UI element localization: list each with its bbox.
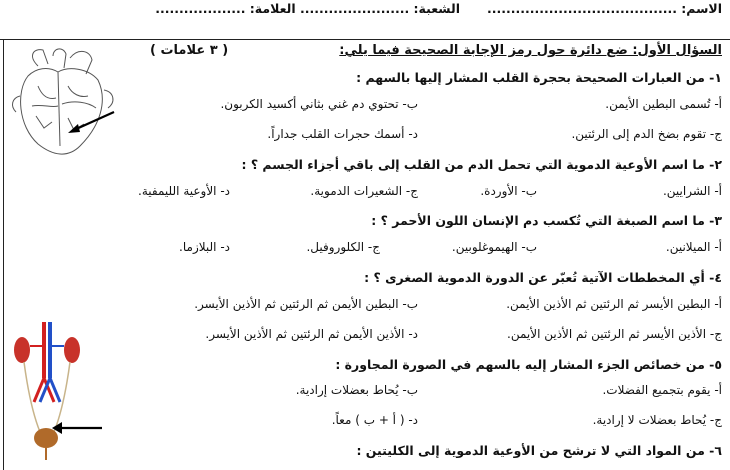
heart-arrow-icon: [66, 108, 116, 136]
right-kidney: [64, 337, 80, 363]
q5-option-b[interactable]: ب- يُحاط بعضلات إرادية.: [295, 383, 418, 397]
q1-option-d[interactable]: د- أسمك حجرات القلب جداراً.: [267, 127, 418, 141]
q2-option-c[interactable]: ج- الشعيرات الدموية.: [310, 184, 418, 198]
question-5: ٥- من خصائص الجزء المشار إليه بالسهم في الصورة المجاورة :: [335, 357, 722, 372]
section-title: السؤال الأول: ضع دائرة حول رمز الإجابة الصحيحة فيما يلي:: [339, 43, 722, 58]
q1-option-a[interactable]: أ- تُسمى البطين الأيمن.: [605, 97, 722, 111]
marks-label: ( ٣ علامات ): [150, 43, 229, 58]
header-divider: [0, 39, 730, 40]
urinary-arrow-icon: [50, 418, 104, 438]
section-grade-field: الشعبة: ....................... العلامة: ...................: [155, 1, 460, 16]
q5-option-c[interactable]: ج- يُحاط بعضلات لا إرادية.: [592, 413, 722, 427]
q4-option-d[interactable]: د- الأذين الأيمن ثم الرئتين ثم الأذين الأيسر.: [205, 327, 418, 341]
question-6: ٦- من المواد التي لا ترشح من الأوعية الدموية إلى الكليتين :: [356, 443, 722, 458]
q3-option-b[interactable]: ب- الهيموغلوبين.: [451, 240, 537, 254]
question-2: ٢- ما اسم الأوعية الدموية التي تحمل الدم من القلب إلى باقي أجزاء الجسم ؟ :: [241, 157, 722, 172]
urinary-system-diagram: [10, 322, 94, 462]
q4-option-a[interactable]: أ- البطين الأيسر ثم الرئتين ثم الأذين الأيمن.: [506, 297, 722, 311]
q3-option-d[interactable]: د- البلازما.: [179, 240, 230, 254]
q2-option-b[interactable]: ب- الأوردة.: [480, 184, 537, 198]
student-name-field: الاسم: ........................................: [487, 1, 722, 16]
q2-option-d[interactable]: د- الأوعية الليمفية.: [138, 184, 230, 198]
question-3: ٣- ما اسم الصبغة التي تُكسب دم الإنسان اللون الأحمر ؟ :: [371, 213, 722, 228]
q3-option-a[interactable]: أ- الميلانين.: [665, 240, 722, 254]
left-border: [3, 39, 4, 470]
heart-diagram: [8, 46, 128, 164]
q4-option-b[interactable]: ب- البطين الأيمن ثم الرئتين ثم الأذين الأيسر.: [194, 297, 418, 311]
q5-option-a[interactable]: أ- يقوم بتجميع الفضلات.: [602, 383, 722, 397]
q3-option-c[interactable]: ج- الكلوروفيل.: [306, 240, 380, 254]
q1-option-b[interactable]: ب- تحتوي دم غني بثاني أكسيد الكربون.: [220, 97, 418, 111]
q4-option-c[interactable]: ج- الأذين الأيسر ثم الرئتين ثم الأذين الأيمن.: [507, 327, 722, 341]
left-kidney: [14, 337, 30, 363]
q5-option-d[interactable]: د- ( أ + ب ) معاً.: [331, 413, 418, 427]
q2-option-a[interactable]: أ- الشرايين.: [662, 184, 722, 198]
question-1: ١- من العبارات الصحيحة بحجرة القلب المشار إليها بالسهم :: [356, 70, 722, 85]
q1-option-c[interactable]: ج- تقوم بضخ الدم إلى الرئتين.: [571, 127, 722, 141]
question-4: ٤- أي المخططات الآتية تُعبّر عن الدورة الدموية الصغرى ؟ :: [364, 270, 722, 285]
